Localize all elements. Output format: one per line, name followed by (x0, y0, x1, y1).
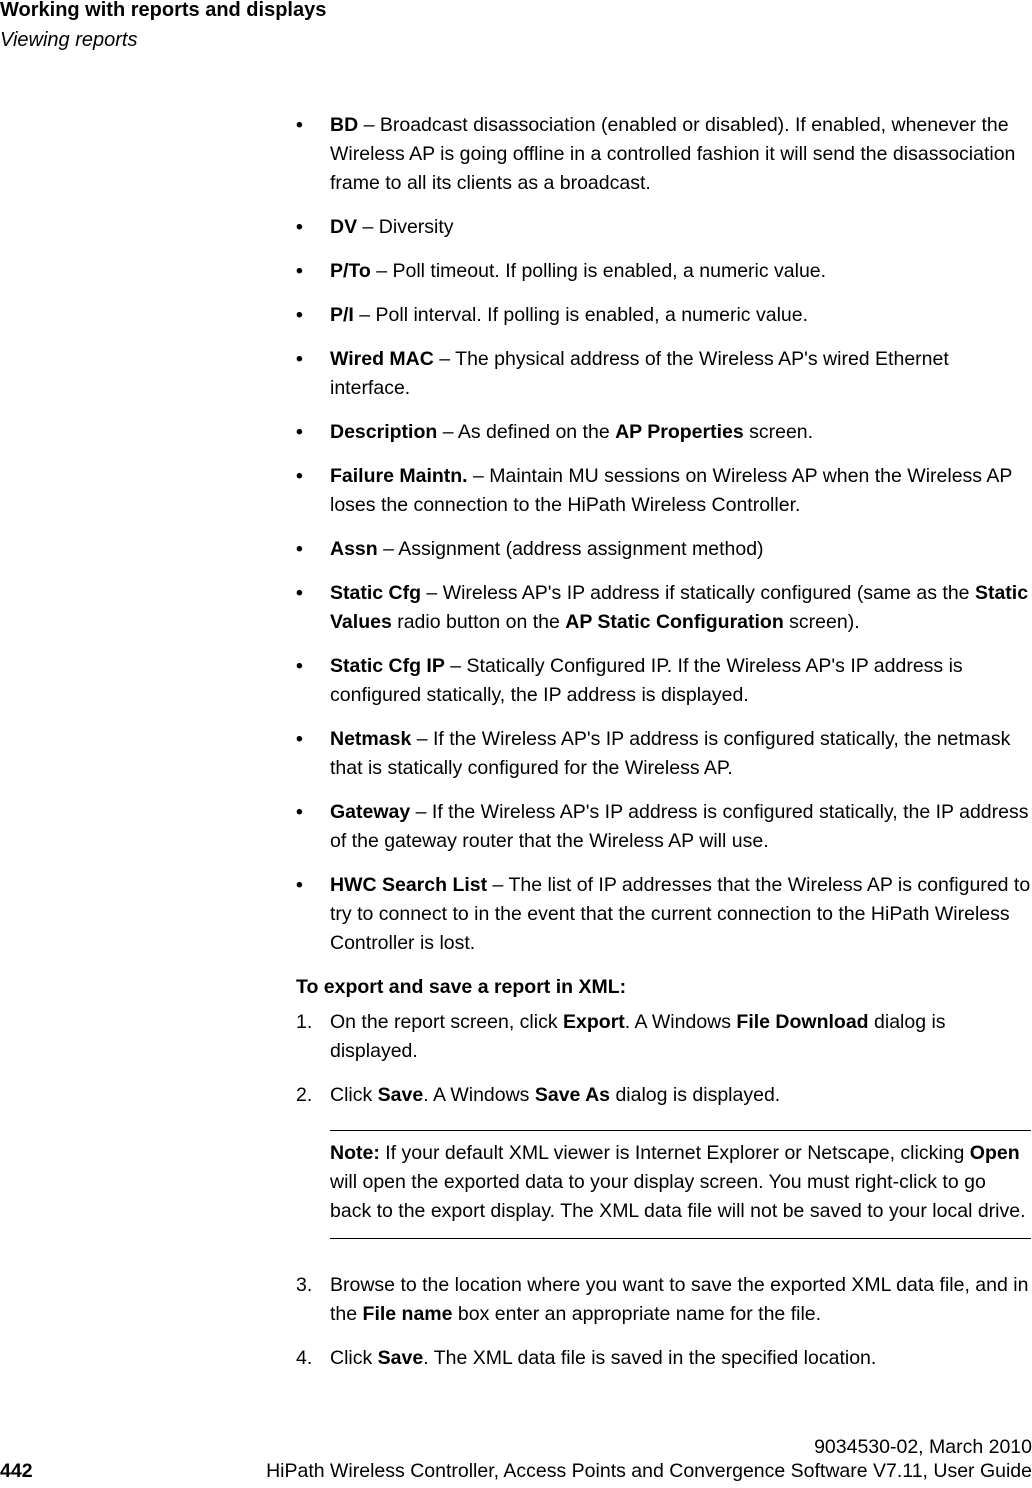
text-run: screen). (783, 611, 860, 633)
text-run: – Poll interval. If polling is enabled, a numeric value. (353, 304, 809, 326)
step-number: 4. (296, 1347, 313, 1369)
doc-title: HiPath Wireless Controller, Access Points and Convergence Software V7.11, User Guide (266, 1460, 1032, 1482)
bold-text: AP Static Configuration (565, 611, 784, 633)
procedure-steps (296, 1008, 1031, 1110)
bullet-marker: • (296, 728, 303, 750)
text-run: . A Windows (624, 1011, 737, 1033)
bullet-marker: • (296, 114, 303, 136)
text-run: Click (330, 1347, 378, 1369)
text-run: Click (330, 1084, 378, 1106)
bullet-term: P/To (330, 260, 371, 282)
page-footer (0, 1435, 1032, 1483)
bullet-item (296, 725, 1031, 783)
text-run: On the report screen, click (330, 1011, 564, 1033)
text-run: – As defined on the (437, 421, 616, 443)
bullet-marker: • (296, 304, 303, 326)
bullet-term: Static Cfg (330, 582, 422, 604)
page-content (296, 111, 1031, 1388)
doc-id: 9034530-02, March 2010 (814, 1436, 1032, 1458)
text-run: – Wireless AP's IP address if statically configured (same as the (421, 582, 975, 604)
bullet-item (296, 652, 1031, 710)
bullet-item (296, 345, 1031, 403)
bullet-item (296, 301, 1031, 330)
step-number: 3. (296, 1274, 313, 1296)
text-run: screen. (743, 421, 814, 443)
text-run: . The XML data file is saved in the specified location. (423, 1347, 877, 1369)
text-run: – If the Wireless AP's IP address is configured statically, the netmask that is statically configured for the Wireless AP. (330, 728, 1011, 779)
bullet-item (296, 418, 1031, 447)
procedure-step (296, 1008, 1031, 1066)
bullet-item (296, 579, 1031, 637)
text-run: – If the Wireless AP's IP address is configured statically, the IP address of the gateway router that the Wireless AP will use. (330, 801, 1029, 852)
field-definition-list (296, 111, 1031, 958)
bullet-item (296, 798, 1031, 856)
section-subtitle: Viewing reports (0, 29, 138, 51)
bullet-term: Description (330, 421, 438, 443)
text-run: – The list of IP addresses that the Wireless AP is configured to try to connect to in the event that the current connection to the HiPath Wireless Controller is lost. (330, 874, 1031, 954)
step-number: 1. (296, 1011, 313, 1033)
bullet-marker: • (296, 538, 303, 560)
bold-text: Static Values (330, 582, 1029, 633)
bullet-term: Failure Maintn. (330, 465, 468, 487)
text-run: – Statically Configured IP. If the Wireless AP's IP address is configured statically, the IP address is displayed. (330, 655, 963, 706)
text-run: If your default XML viewer is Internet Explorer or Netscape, clicking (379, 1142, 970, 1164)
text-run: dialog is displayed. (330, 1011, 946, 1062)
bullet-marker: • (296, 801, 303, 823)
procedure-step (296, 1344, 1031, 1373)
bold-text: File name (362, 1303, 453, 1325)
text-run: – Assignment (address assignment method) (377, 538, 764, 560)
text-run: – Poll timeout. If polling is enabled, a numeric value. (370, 260, 827, 282)
text-run: – Diversity (357, 216, 454, 238)
bold-text: Save (377, 1084, 424, 1106)
bullet-item (296, 871, 1031, 958)
bold-text: Export (563, 1011, 625, 1033)
bullet-marker: • (296, 874, 303, 896)
chapter-title: Working with reports and displays (0, 0, 327, 21)
step-number: 2. (296, 1084, 313, 1106)
bullet-term: Netmask (330, 728, 412, 750)
text-run: – Broadcast disassociation (enabled or disabled). If enabled, whenever the Wireless AP is going offline in a controlled fashion it will send the disassociation frame to all its clients as a broadcast. (330, 114, 1016, 194)
text-run: – Maintain MU sessions on Wireless AP when the Wireless AP loses the connection to the HiPath Wireless Controller. (330, 465, 1013, 516)
bold-text: Save As (534, 1084, 611, 1106)
text-run: – The physical address of the Wireless AP's wired Ethernet interface. (330, 348, 949, 399)
bullet-marker: • (296, 655, 303, 677)
text-run: dialog is displayed. (610, 1084, 781, 1106)
bullet-term: Static Cfg IP (330, 655, 445, 677)
bullet-item (296, 462, 1031, 520)
text-run: radio button on the (391, 611, 566, 633)
text-run: Browse to the location where you want to save the exported XML data file, and in the (330, 1274, 1029, 1325)
bold-text: Save (377, 1347, 424, 1369)
bullet-marker: • (296, 216, 303, 238)
bullet-term: Gateway (330, 801, 411, 823)
bullet-marker: • (296, 348, 303, 370)
bullet-item (296, 213, 1031, 242)
bullet-marker: • (296, 465, 303, 487)
bullet-term: P/I (330, 304, 354, 326)
bullet-marker: • (296, 421, 303, 443)
bullet-term: HWC Search List (330, 874, 488, 896)
procedure-steps-continued (296, 1271, 1031, 1373)
page-number: 442 (0, 1460, 33, 1482)
bullet-item (296, 257, 1031, 286)
text-run: will open the exported data to your display screen. You must right-click to go back to the export display. The XML data file will not be saved to your local drive. (330, 1171, 1026, 1222)
bullet-term: DV (330, 216, 358, 238)
bullet-term: Wired MAC (330, 348, 434, 370)
bullet-term: Assn (330, 538, 378, 560)
procedure-heading: To export and save a report in XML: (296, 976, 627, 998)
bold-text: Note: (330, 1142, 380, 1164)
bullet-marker: • (296, 582, 303, 604)
note-box (330, 1130, 1031, 1239)
bullet-item (296, 535, 1031, 564)
bullet-item (296, 111, 1031, 198)
text-run: box enter an appropriate name for the file. (452, 1303, 822, 1325)
bold-text: Open (969, 1142, 1020, 1164)
procedure-step (296, 1271, 1031, 1329)
text-run: . A Windows (423, 1084, 535, 1106)
procedure-step (296, 1081, 1031, 1110)
bullet-marker: • (296, 260, 303, 282)
bold-text: AP Properties (615, 421, 744, 443)
bold-text: File Download (736, 1011, 869, 1033)
bullet-term: BD (330, 114, 359, 136)
